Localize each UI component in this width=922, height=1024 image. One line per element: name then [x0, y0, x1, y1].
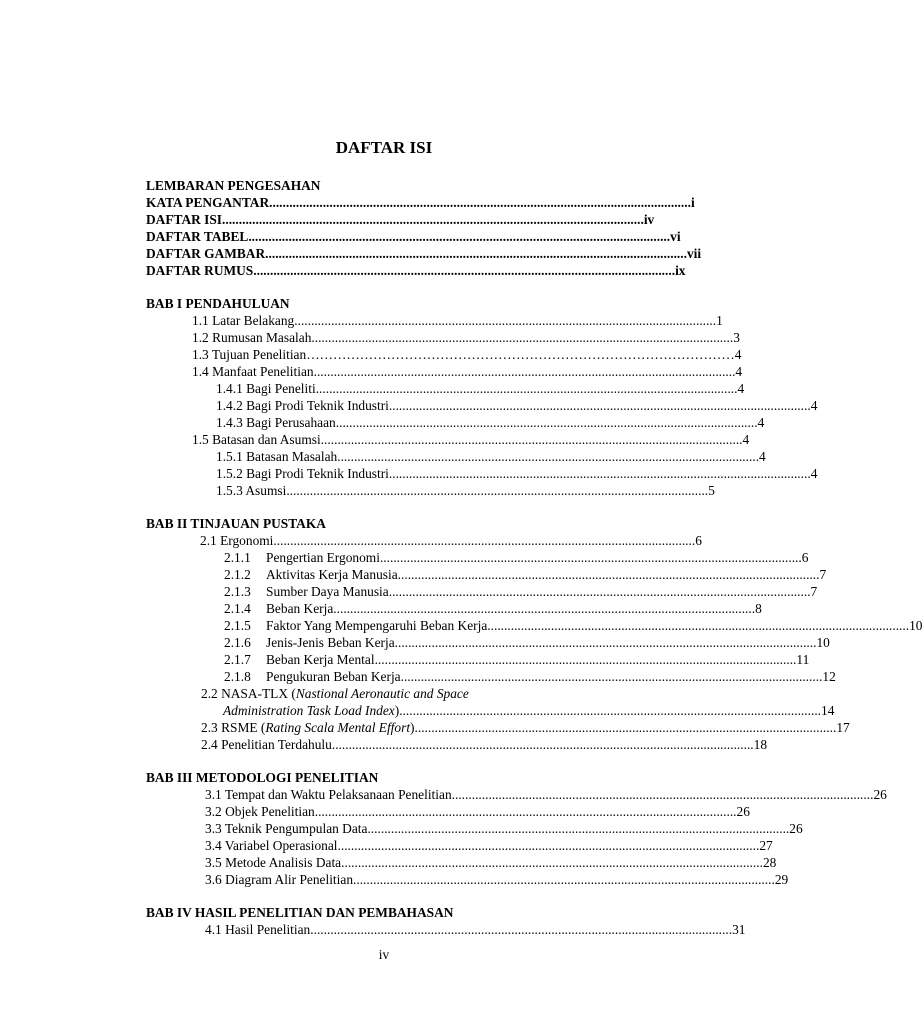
- toc-entry-label: 1.5 Batasan dan Asumsi: [192, 432, 321, 447]
- chapter-heading-label: BAB I PENDAHULUAN: [146, 296, 290, 311]
- dot-leader: ..............................................................................................................................: [451, 787, 874, 802]
- toc-entry-2-2-line-1[interactable]: [146, 685, 632, 702]
- toc-entry-label: Beban Kerja Mental: [266, 652, 375, 667]
- toc-entry-1-4-3[interactable]: [146, 414, 765, 431]
- toc-entry-2-1-6[interactable]: [146, 634, 830, 651]
- toc-entry-1-1[interactable]: [146, 312, 723, 329]
- toc-entry-label: 3.5 Metode Analisis Data: [205, 855, 342, 870]
- toc-entry-label: 3.4 Variabel Operasional: [205, 838, 338, 853]
- dot-leader: ..............................................................................................................................: [388, 466, 811, 481]
- toc-entry-2-4[interactable]: [146, 736, 768, 753]
- toc-entry-daftar-isi[interactable]: [146, 211, 655, 228]
- toc-entry-label: 2.2 NASA-TLX (: [201, 686, 296, 701]
- toc-entry-lembaran-pengesahan: [146, 177, 632, 194]
- toc-entry-page: 28: [762, 855, 777, 870]
- toc-entry-1-5-1[interactable]: [146, 448, 766, 465]
- dot-leader: ..............................................................................................................................: [320, 432, 743, 447]
- dot-leader: ..............................................................................................................................: [269, 195, 691, 210]
- toc-entry-label: 2.3 RSME (: [201, 720, 266, 735]
- dot-leader: ..............................................................................................................................: [273, 533, 696, 548]
- dot-leader: ..............................................................................................................................: [265, 246, 687, 261]
- toc-entry-2-1-8[interactable]: [146, 668, 836, 685]
- toc-entry-label: 1.4.1 Bagi Peneliti: [216, 381, 316, 396]
- dot-leader: ..............................................................................................................................: [311, 330, 734, 345]
- toc-entry-1-5[interactable]: [146, 431, 750, 448]
- toc-entry-3-6[interactable]: [146, 871, 789, 888]
- dot-leader: ..............................................................................................................................: [331, 737, 754, 752]
- toc-entry-page: 27: [759, 838, 773, 853]
- toc-entry-2-1-1[interactable]: [146, 549, 809, 566]
- toc-entry-page: 26: [873, 787, 887, 802]
- toc-entry-1-5-2[interactable]: [146, 465, 818, 482]
- page-title: DAFTAR ISI: [335, 138, 433, 157]
- toc-entry-label: Faktor Yang Mempengaruhi Beban Kerja: [266, 618, 488, 633]
- toc-entry-page: 4: [810, 398, 818, 413]
- toc-entry-4-1[interactable]: [146, 921, 746, 938]
- toc-entry-label: 3.6 Diagram Alir Penelitian: [205, 872, 354, 887]
- toc-entry-2-1-3[interactable]: [146, 583, 818, 600]
- toc-entry-label: DAFTAR ISI: [146, 212, 223, 227]
- toc-entry-label: 1.4.3 Bagi Perusahaan: [216, 415, 336, 430]
- toc-entry-3-5[interactable]: [146, 854, 777, 871]
- dot-leader: ……………………………………………………………………………………: [306, 347, 735, 362]
- toc-entry-number: 2.1.2: [224, 567, 251, 582]
- toc-entry-1-2[interactable]: [146, 329, 740, 346]
- toc-entry-daftar-rumus[interactable]: [146, 262, 686, 279]
- toc-entry-label: DAFTAR TABEL: [146, 229, 249, 244]
- toc-entry-page: 10: [909, 618, 922, 633]
- toc-entry-number: 2.1.1: [224, 550, 251, 565]
- toc-entry-page: 5: [708, 483, 715, 498]
- dot-leader: ..............................................................................................................................: [222, 212, 644, 227]
- dot-leader: ..............................................................................................................................: [313, 364, 736, 379]
- toc-entry-label: 1.4.2 Bagi Prodi Teknik Industri: [216, 398, 389, 413]
- toc-entry-number: 2.1.3: [224, 584, 251, 599]
- toc-entry-2-1[interactable]: [146, 532, 702, 549]
- dot-leader: ..............................................................................................................................: [400, 669, 823, 684]
- toc-entry-3-2[interactable]: [146, 803, 750, 820]
- toc-entry-page: 4: [810, 466, 818, 481]
- toc-entry-number: 2.1.7: [224, 652, 251, 667]
- toc-entry-1-4-2[interactable]: [146, 397, 818, 414]
- chapter-heading-label: BAB III METODOLOGI PENELITIAN: [146, 770, 379, 785]
- toc-entry-label: 1.5.2 Bagi Prodi Teknik Industri: [216, 466, 389, 481]
- toc-entry-label: Jenis-Jenis Beban Kerja: [266, 635, 395, 650]
- toc-entry-label: 1.5.1 Batasan Masalah: [216, 449, 338, 464]
- toc-entry-2-1-7[interactable]: [146, 651, 810, 668]
- toc-entry-2-1-5[interactable]: [146, 617, 922, 634]
- dot-leader: ..............................................................................................................................: [353, 872, 775, 887]
- toc-entry-label: 1.4 Manfaat Penelitian: [192, 364, 314, 379]
- toc-entry-page: 26: [736, 804, 750, 819]
- toc-entry-label: 4.1 Hasil Penelitian: [205, 922, 311, 937]
- toc-entry-page: 18: [753, 737, 768, 752]
- dot-leader: ..............................................................................................................................: [379, 550, 802, 565]
- toc-entry-page: 6: [695, 533, 702, 548]
- toc-entry-label: 2.1 Ergonomi: [200, 533, 274, 548]
- toc-entry-1-3[interactable]: [146, 346, 742, 363]
- dot-leader: ..............................................................................................................................: [294, 313, 717, 328]
- toc-entry-label: LEMBARAN PENGESAHAN: [146, 178, 321, 193]
- dot-leader: ..............................................................................................................................: [388, 584, 811, 599]
- toc-entry-page: 4: [757, 415, 765, 430]
- toc-entry-label: Pengertian Ergonomi: [266, 550, 380, 565]
- toc-entry-label: 1.2 Rumusan Masalah: [192, 330, 312, 345]
- toc-entry-page: 4: [742, 432, 750, 447]
- dot-leader: ..............................................................................................................................: [414, 720, 837, 735]
- toc-entry-3-3[interactable]: [146, 820, 803, 837]
- toc-entry-page: 4: [759, 449, 766, 464]
- dot-leader: ..............................................................................................................................: [248, 229, 671, 244]
- dot-leader: ..............................................................................................................................: [337, 449, 760, 464]
- dot-leader: ..............................................................................................................................: [286, 483, 709, 498]
- chapter-heading-bab-2: [146, 515, 632, 532]
- dot-leader: ..............................................................................................................................: [314, 804, 737, 819]
- chapter-heading-label: BAB II TINJAUAN PUSTAKA: [146, 516, 326, 531]
- toc-entry-2-3[interactable]: [146, 719, 850, 736]
- toc-entry-page: 26: [789, 821, 803, 836]
- dot-leader: ..............................................................................................................................: [333, 601, 756, 616]
- toc-entry-label: 3.3 Teknik Pengumpulan Data: [205, 821, 368, 836]
- dot-leader: ..............................................................................................................................: [315, 381, 738, 396]
- toc-entry-label: Aktivitas Kerja Manusia: [266, 567, 398, 582]
- toc-entry-label-italic: Nastional Aeronautic and Space: [295, 686, 469, 701]
- toc-entry-kata-pengantar[interactable]: [146, 194, 695, 211]
- dot-leader: ..............................................................................................................................: [367, 821, 790, 836]
- toc-entry-page: 11: [796, 652, 810, 667]
- toc-entry-2-1-2[interactable]: [146, 566, 827, 583]
- toc-entry-page: iv: [643, 212, 655, 227]
- toc-entry-number: 2.1.8: [224, 669, 251, 684]
- toc-entry-label: 1.1 Latar Belakang: [192, 313, 295, 328]
- toc-entry-daftar-gambar[interactable]: [146, 245, 702, 262]
- dot-leader: ..............................................................................................................................: [487, 618, 910, 633]
- toc-entry-label: 2.4 Penelitian Terdahulu: [201, 737, 332, 752]
- dot-leader: ..............................................................................................................................: [335, 415, 758, 430]
- dot-leader: ..............................................................................................................................: [310, 922, 733, 937]
- toc-entry-page: 14: [821, 703, 835, 718]
- toc-entry-1-4-1[interactable]: [146, 380, 745, 397]
- toc-entry-page: 6: [801, 550, 809, 565]
- toc-entry-label: Pengukuran Beban Kerja: [266, 669, 401, 684]
- dot-leader: ..............................................................................................................................: [394, 635, 817, 650]
- toc-entry-page: i: [690, 195, 695, 210]
- toc-entry-label-italic: Rating Scala Mental Effort: [265, 720, 411, 735]
- toc-entry-page: vii: [686, 246, 702, 261]
- chapter-heading-bab-4: [146, 904, 632, 921]
- toc-entry-label: DAFTAR GAMBAR: [146, 246, 266, 261]
- toc-entry-page: 4: [735, 364, 743, 379]
- toc-entry-number: 2.1.5: [224, 618, 251, 633]
- page-number: iv: [378, 947, 390, 962]
- toc-entry-label: 1.5.3 Asumsi: [216, 483, 287, 498]
- toc-entry-page: 31: [732, 922, 746, 937]
- toc-entry-page: 4: [737, 381, 745, 396]
- toc-entry-page: ix: [675, 263, 686, 278]
- dot-leader: ..............................................................................................................................: [374, 652, 797, 667]
- toc-entry-label: KATA PENGANTAR: [146, 195, 270, 210]
- toc-entry-label-italic: Administration Task Load Index: [223, 703, 395, 718]
- dot-leader: ..............................................................................................................................: [399, 703, 822, 718]
- toc-entry-label: ): [410, 720, 415, 735]
- toc-entry-page: 1: [716, 313, 723, 328]
- toc-entry-label: 3.2 Objek Penelitian: [205, 804, 315, 819]
- chapter-heading-label: BAB IV HASIL PENELITIAN DAN PEMBAHASAN: [146, 905, 454, 920]
- table-of-contents: [146, 177, 922, 938]
- toc-entry-page: 4: [734, 347, 742, 362]
- toc-entry-page: 8: [755, 601, 762, 616]
- toc-entry-daftar-tabel[interactable]: [146, 228, 681, 245]
- toc-entry-2-2-line-2[interactable]: [146, 702, 835, 719]
- toc-entry-page: 7: [810, 584, 818, 599]
- toc-entry-page: 3: [733, 330, 740, 345]
- toc-entry-label: Sumber Daya Manusia: [266, 584, 389, 599]
- dot-leader: ..............................................................................................................................: [341, 855, 763, 870]
- toc-entry-page: 17: [836, 720, 850, 735]
- toc-entry-2-1-4[interactable]: [146, 600, 762, 617]
- toc-entry-number: 2.1.6: [224, 635, 251, 650]
- toc-entry-page: 29: [774, 872, 789, 887]
- toc-entry-3-4[interactable]: [146, 837, 773, 854]
- dot-leader: ..............................................................................................................................: [388, 398, 811, 413]
- dot-leader: ..............................................................................................................................: [253, 263, 676, 278]
- toc-entry-label: Beban Kerja: [266, 601, 334, 616]
- chapter-heading-bab-3: [146, 769, 632, 786]
- toc-entry-label: 3.1 Tempat dan Waktu Pelaksanaan Penelitian: [205, 787, 452, 802]
- toc-entry-page: 10: [816, 635, 830, 650]
- toc-entry-label: ): [394, 703, 400, 718]
- toc-entry-page: vi: [670, 229, 681, 244]
- toc-entry-label: 1.3 Tujuan Penelitian: [192, 347, 307, 362]
- toc-entry-page: 12: [822, 669, 836, 684]
- toc-entry-1-4[interactable]: [146, 363, 743, 380]
- toc-entry-number: 2.1.4: [224, 601, 251, 616]
- toc-entry-1-5-3[interactable]: [146, 482, 715, 499]
- chapter-heading-bab-1: [146, 295, 632, 312]
- dot-leader: ..............................................................................................................................: [397, 567, 820, 582]
- toc-entry-page: 7: [819, 567, 827, 582]
- toc-entry-label: DAFTAR RUMUS: [146, 263, 254, 278]
- toc-entry-3-1[interactable]: [146, 786, 887, 803]
- dot-leader: ..............................................................................................................................: [337, 838, 760, 853]
